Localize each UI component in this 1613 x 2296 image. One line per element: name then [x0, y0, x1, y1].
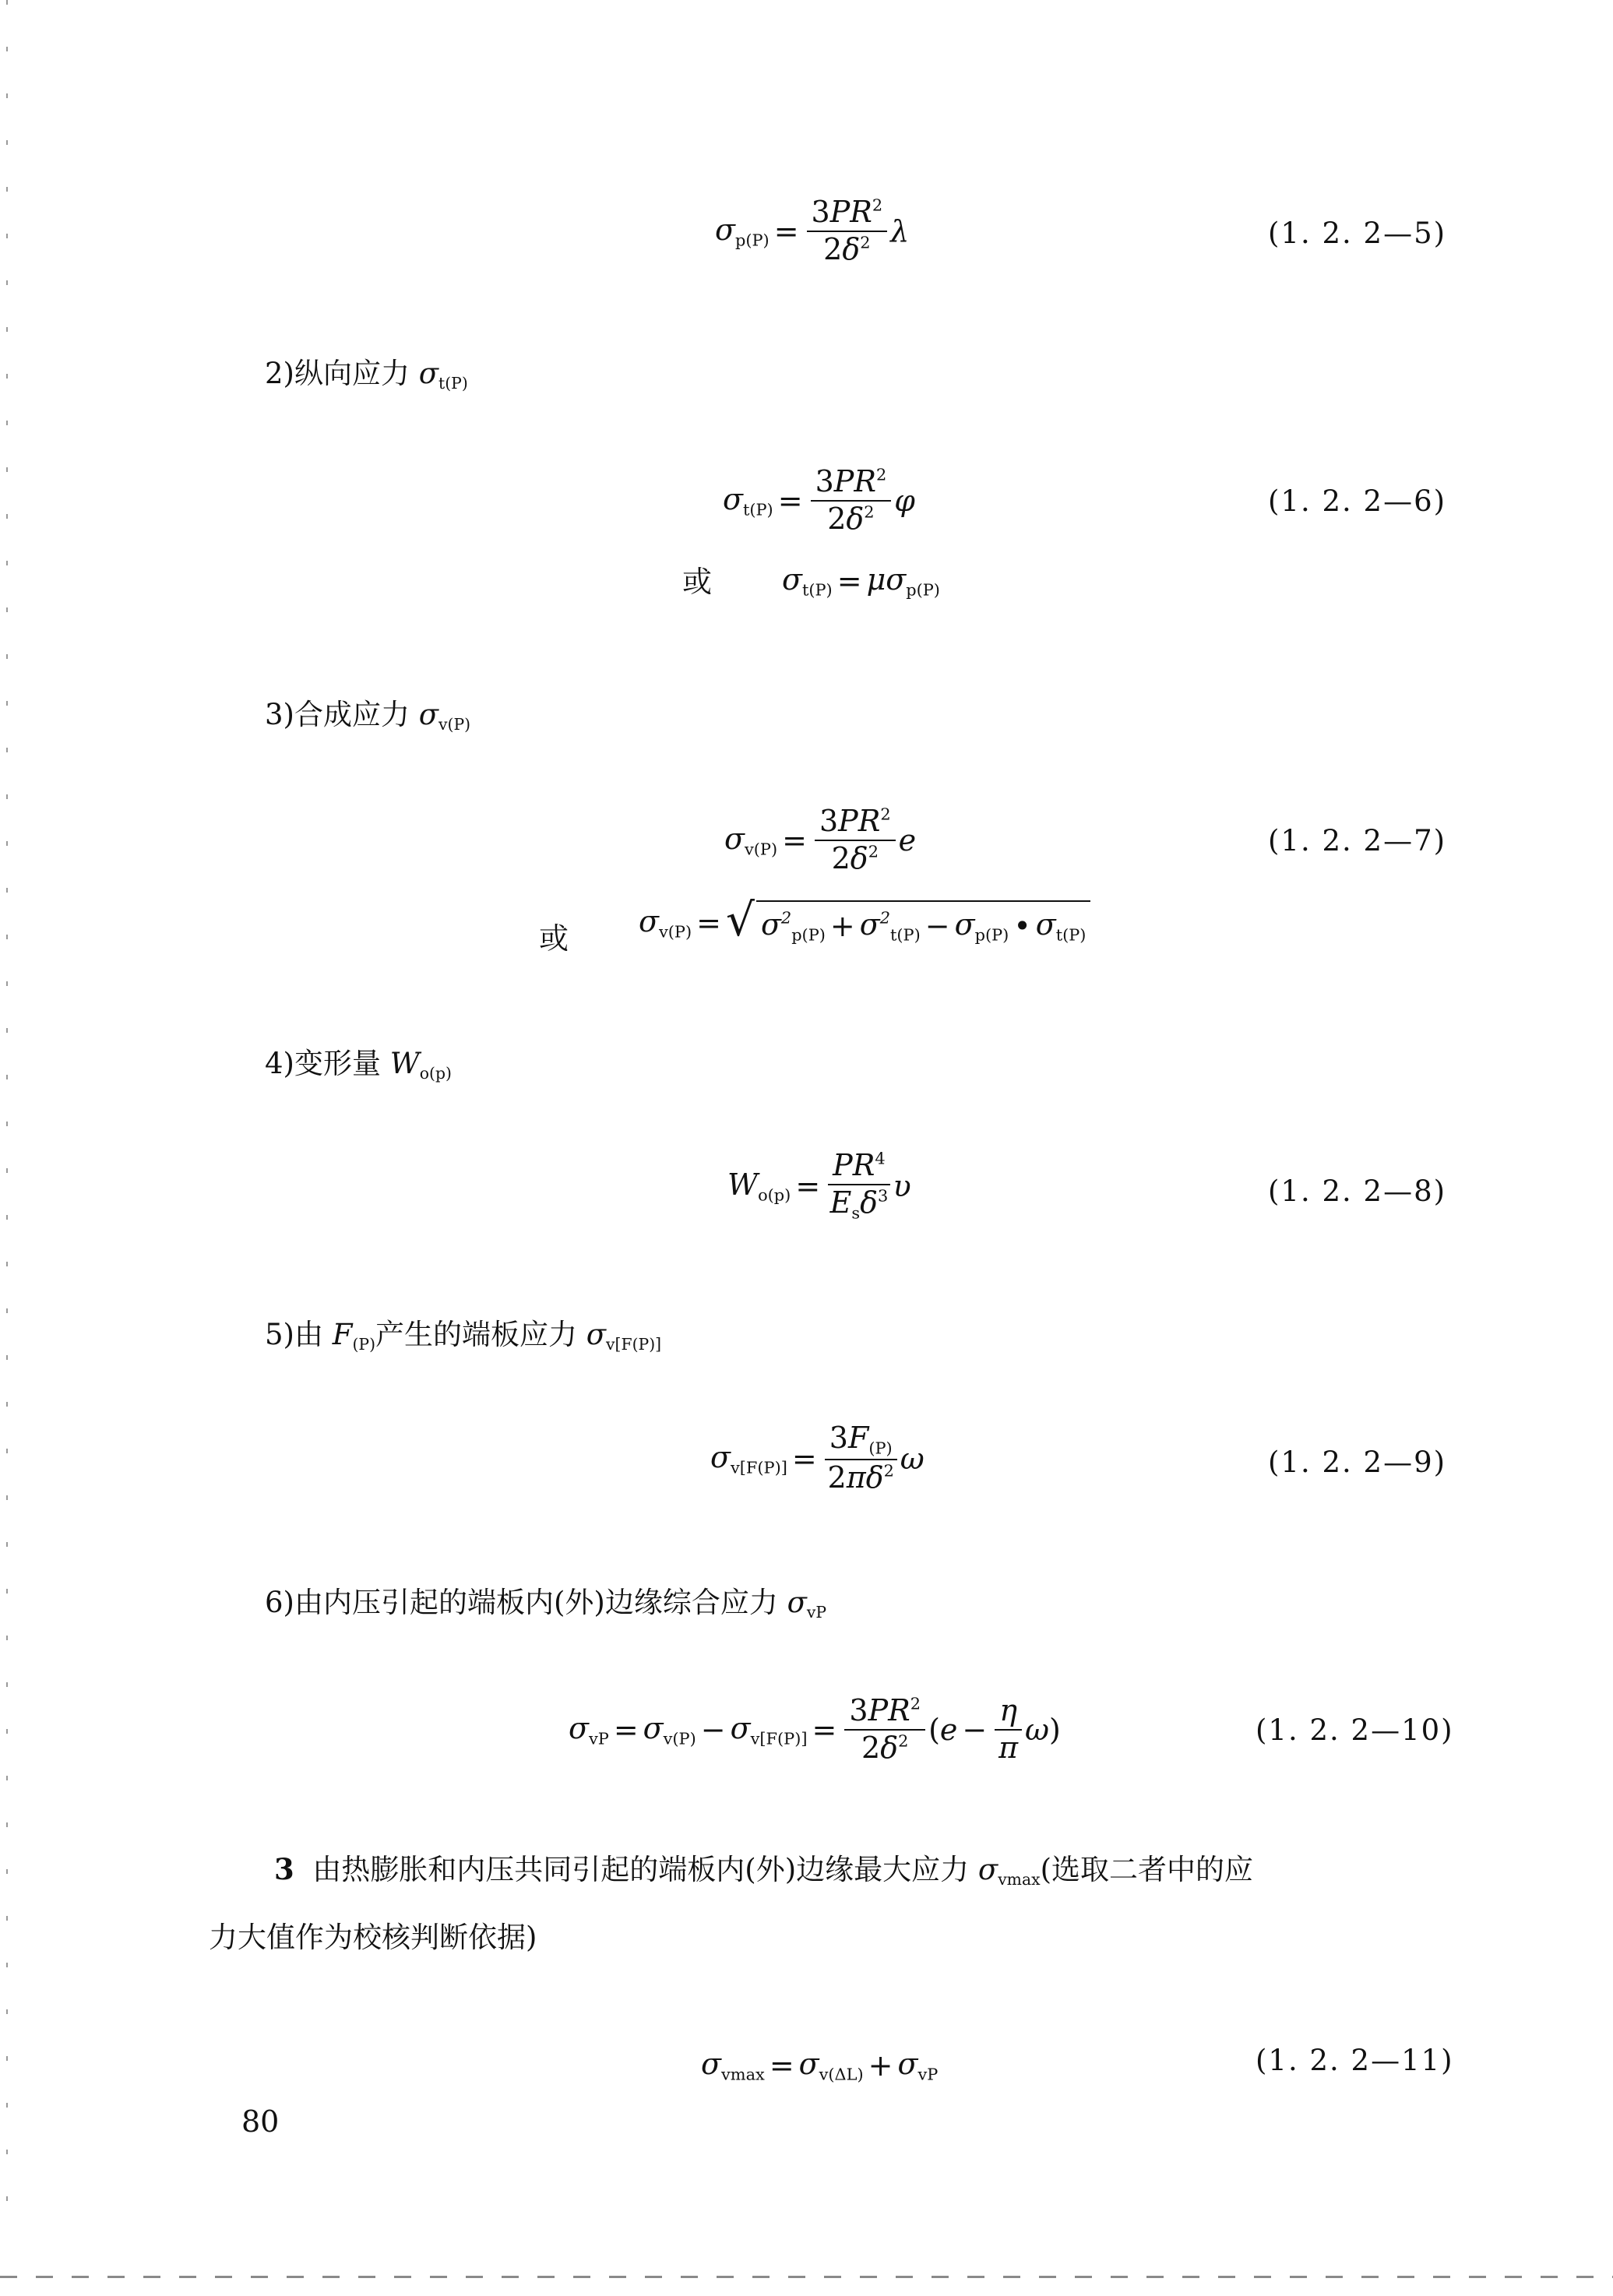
equation-1-2-2-7-alt: $\sigma_{v(P)}$ = √ $\sigma^2_{p(P)}$ + $\sigma^2_{t(P)}$ − $\sigma_{p(P)}$ • $\sigma_{t(P)}$ — [639, 900, 1090, 946]
scan-edge-left — [6, 0, 8, 2243]
equation-1-2-2-11: $\sigma_{vmax}$ = $\sigma_{v(\Delta L)}$ + $\sigma_{vP}$ — [701, 2047, 939, 2084]
equation-number: (1. 2. 2—10) — [1256, 1713, 1454, 1747]
equation-number: (1. 2. 2—7) — [1268, 824, 1447, 857]
section-3-paragraph-line1: 3 由热膨胀和内压共同引起的端板内(外)边缘最大应力 $\sigma_{vmax}$(选取二者中的应 — [274, 1852, 1254, 1889]
equation-1-2-2-9: $\sigma_{v[F(P)]}$ = $\frac{3F_{(P)}}{2\pi\delta^2}$ ω — [710, 1421, 924, 1495]
heading-endplate-stress-by-force: 5)由 $F_{(P)}$产生的端板应力 $\sigma_{v[F(P)]}$ — [265, 1318, 662, 1354]
equation-1-2-2-6: $\sigma_{t(P)}$ = $\frac{3PR^2}{2\delta^2}$ φ — [723, 464, 915, 536]
page-number: 80 — [241, 2104, 280, 2139]
equation-1-2-2-8: $W_{o(p)}$ = $\frac{PR^4}{E_s\delta^3}$ υ — [727, 1148, 911, 1223]
heading-longitudinal-stress: 2)纵向应力 $\sigma_{t(P)}$ — [265, 357, 468, 393]
equation-number: (1. 2. 2—6) — [1268, 484, 1447, 518]
equation-number: (1. 2. 2—11) — [1256, 2044, 1454, 2077]
equation-1-2-2-7: $\sigma_{v(P)}$ = $\frac{3PR^2}{2\delta^2}$ e — [724, 804, 917, 875]
equation-number: (1. 2. 2—8) — [1268, 1174, 1447, 1208]
heading-resultant-stress: 3)合成应力 $\sigma_{v(P)}$ — [265, 698, 471, 734]
equation-number: (1. 2. 2—5) — [1268, 217, 1447, 250]
heading-deformation: 4)变形量 $W_{o(p)}$ — [265, 1047, 452, 1083]
section-3-paragraph-line2: 力大值作为校核判断依据) — [209, 1921, 537, 1954]
equation-number: (1. 2. 2—9) — [1268, 1446, 1447, 1479]
equation-1-2-2-10: $\sigma_{vP}$ = $\sigma_{v(P)}$ − $\sigma_{v[F(P)]}$ = $\frac{3PR^2}{2\delta^2}$ ( e − $\frac{\eta}{\pi}$ ω ) — [569, 1693, 1061, 1765]
equation-1-2-2-6-alt: $\sigma_{t(P)}$ = $\mu\sigma_{p(P)}$ — [782, 562, 940, 600]
or-label: 或 — [682, 565, 713, 599]
or-label: 或 — [539, 921, 569, 956]
equation-1-2-2-5: $\sigma_{p(P)}$ = $\frac{3PR^2}{2\delta^2}$ λ — [715, 195, 910, 266]
heading-combined-edge-stress: 6)由内压引起的端板内(外)边缘综合应力 $\sigma_{vP}$ — [265, 1586, 827, 1622]
scan-edge-bottom — [0, 2276, 1613, 2278]
